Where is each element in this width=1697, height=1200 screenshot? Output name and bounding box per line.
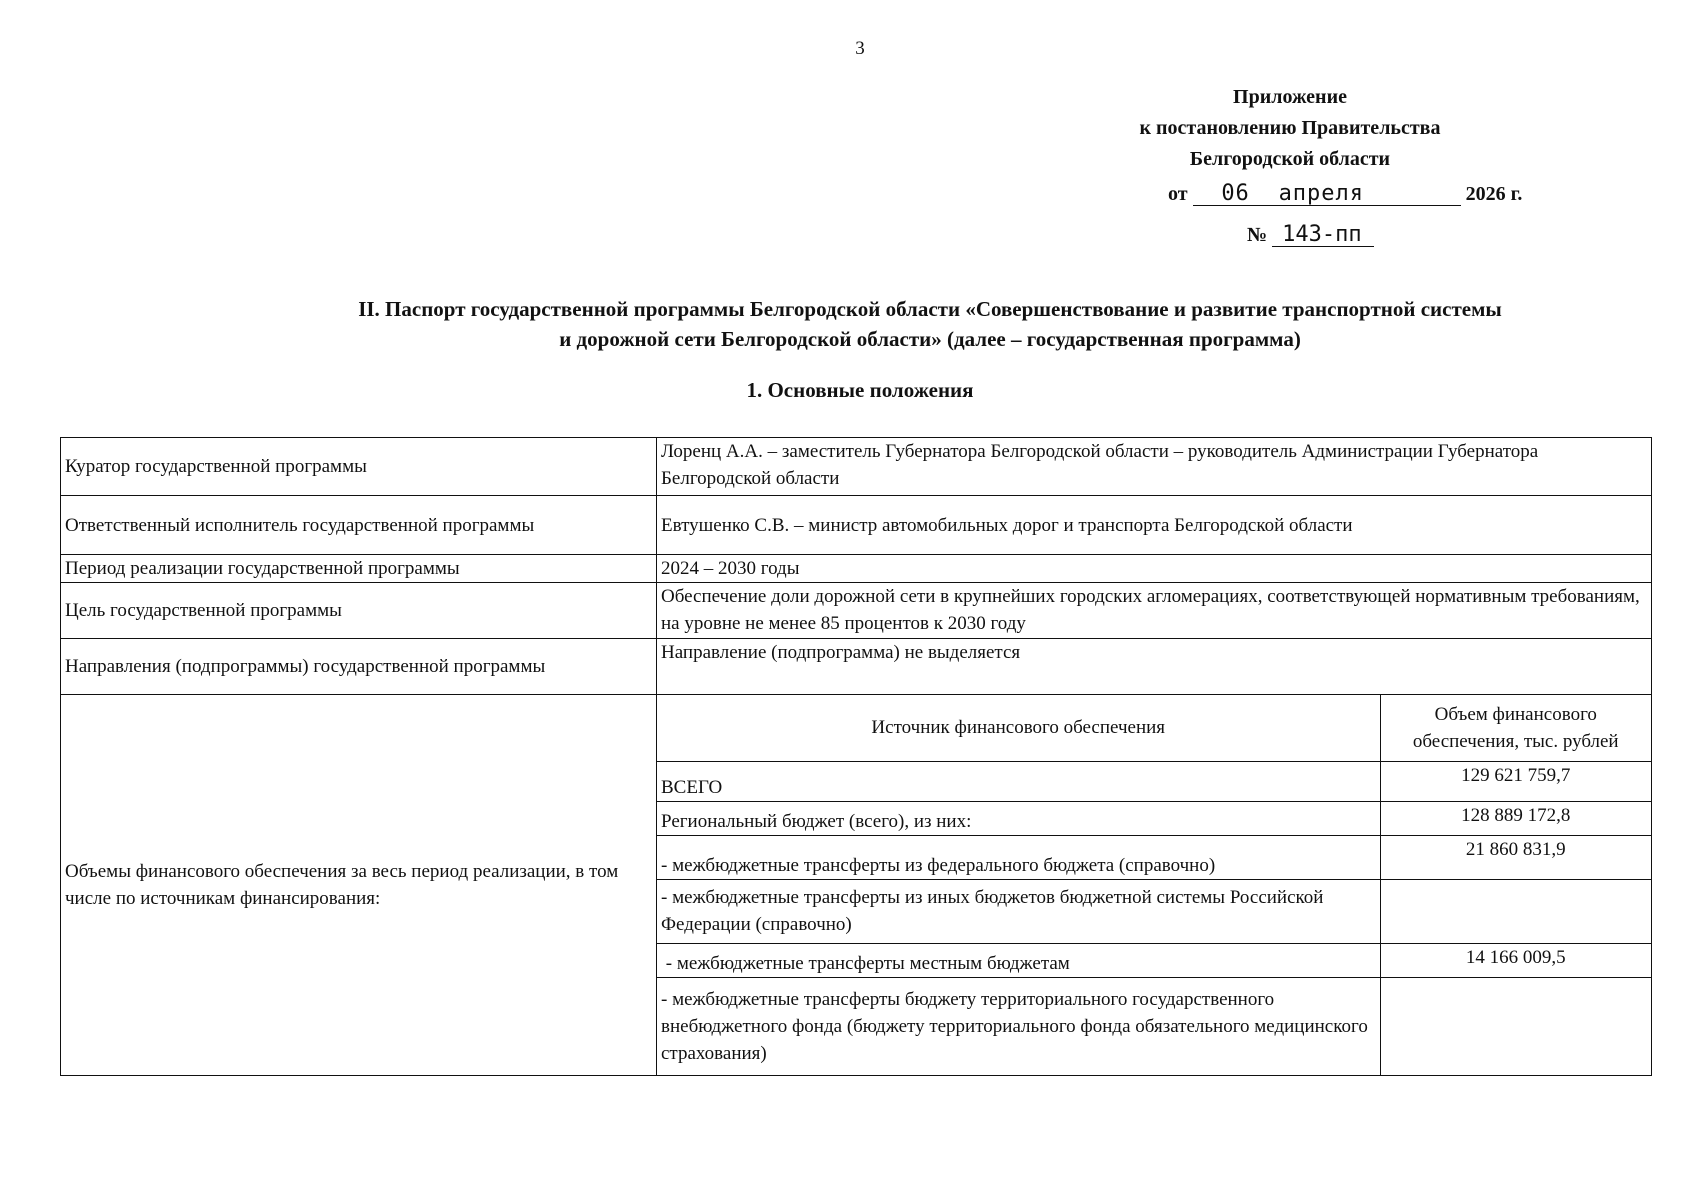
row-label-curator: Куратор государственной программы	[61, 438, 657, 496]
title-line-1: II. Паспорт государственной программы Белгородской области «Совершенствование и развитие транспортной системы	[358, 297, 1502, 321]
amount-total: 129 621 759,7	[1380, 761, 1651, 801]
source-extrabudgetary: - межбюджетные трансферты бюджету территориального государственного внебюджетного фонда (бюджету территориального фонда обязательного медицинского страхования)	[657, 977, 1380, 1075]
row-value-curator: Лоренц А.А. – заместитель Губернатора Белгородской области – руководитель Администрации Губернатора Белгородской области	[657, 438, 1652, 496]
table-row	[657, 977, 1651, 1075]
source-other-budgets: - межбюджетные трансферты из иных бюджетов бюджетной системы Российской Федерации (справочно)	[657, 879, 1380, 943]
financing-table	[657, 695, 1651, 1075]
row-value-period: 2024 – 2030 годы	[657, 555, 1652, 583]
date-fill	[1193, 183, 1461, 206]
row-label-period: Период реализации государственной программы	[61, 555, 657, 583]
table-row	[61, 695, 1652, 1076]
date-year: 2026 г.	[1465, 183, 1523, 205]
row-value-executor: Евтушенко С.В. – министр автомобильных дорог и транспорта Белгородской области	[657, 496, 1652, 555]
row-label-financing: Объемы финансового обеспечения за весь период реализации, в том числе по источникам финансирования:	[61, 695, 657, 1076]
date-prefix: от	[1168, 183, 1188, 205]
number-value: 143-пп	[1272, 224, 1373, 247]
table-row	[61, 555, 1652, 583]
header-amount: Объем финансового обеспечения, тыс. рублей	[1380, 695, 1651, 761]
number-prefix: №	[1247, 224, 1268, 246]
appendix-line-2: к постановлению Правительства	[1139, 117, 1441, 139]
header-source: Источник финансового обеспечения	[657, 695, 1380, 761]
financing-cell	[657, 695, 1652, 1076]
table-row	[61, 438, 1652, 496]
table-row	[657, 943, 1651, 977]
table-row	[657, 835, 1651, 879]
resolution-number	[1247, 224, 1374, 247]
source-regional: Региональный бюджет (всего), из них:	[657, 801, 1380, 835]
date-day: 06	[1221, 181, 1250, 206]
amount-extrabudgetary	[1380, 977, 1651, 1075]
table-row	[657, 879, 1651, 943]
table-row	[657, 761, 1651, 801]
source-total: ВСЕГО	[657, 761, 1380, 801]
row-value-directions: Направление (подпрограмма) не выделяется	[657, 639, 1652, 695]
section-title: 1. Основные положения	[746, 378, 974, 402]
amount-local: 14 166 009,5	[1380, 943, 1651, 977]
appendix-line-1: Приложение	[1233, 86, 1347, 108]
source-federal: - межбюджетные трансферты из федерального бюджета (справочно)	[657, 835, 1380, 879]
amount-federal: 21 860 831,9	[1380, 835, 1651, 879]
row-label-goal: Цель государственной программы	[61, 583, 657, 639]
table-row	[657, 801, 1651, 835]
page-number: 3	[855, 38, 865, 59]
appendix-line-3: Белгородской области	[1189, 148, 1391, 170]
table-row	[657, 695, 1651, 761]
program-passport-title	[200, 294, 1660, 354]
row-label-directions: Направления (подпрограммы) государственной программы	[61, 639, 657, 695]
table-row	[61, 583, 1652, 639]
date-month: апреля	[1278, 181, 1365, 206]
table-row	[61, 496, 1652, 555]
source-local: - межбюджетные трансферты местным бюджетам	[657, 943, 1380, 977]
amount-other-budgets	[1380, 879, 1651, 943]
table-row	[61, 639, 1652, 695]
row-value-goal: Обеспечение доли дорожной сети в крупнейших городских агломерациях, соответствующей нормативным требованиям, на уровне не менее 85 процентов к 2030 году	[657, 583, 1652, 639]
resolution-date	[1168, 183, 1522, 206]
appendix-header	[1080, 82, 1500, 175]
title-line-2: и дорожной сети Белгородской области» (далее – государственная программа)	[559, 327, 1301, 351]
passport-table	[60, 437, 1652, 1076]
row-label-executor: Ответственный исполнитель государственной программы	[61, 496, 657, 555]
amount-regional: 128 889 172,8	[1380, 801, 1651, 835]
